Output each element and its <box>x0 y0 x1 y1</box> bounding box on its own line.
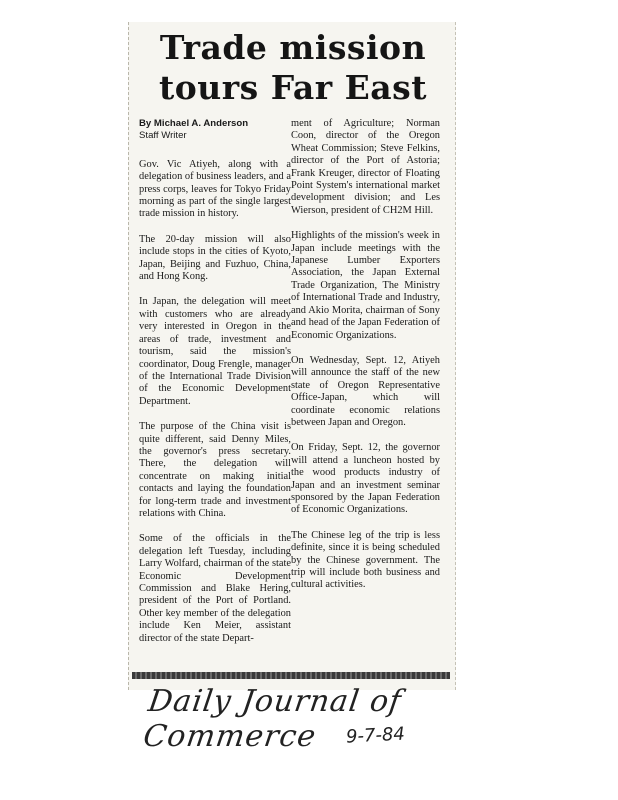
article-column-right <box>291 118 440 605</box>
masthead-title: Daily Journal of Commerce <box>141 684 404 754</box>
paragraph: The purpose of the China visit is quite different, said Denny Miles, the governor's press secretary. There, the delegation will concentrate on making initial contacts and laying the foundation for long-term trade and investment relations with China. <box>139 421 291 519</box>
paragraph: Highlights of the mission's week in Japan include meetings with the Japanese Lumber Exporters Association, the Japan External Trade Organization, The Ministry of International Trade and Industry, and Akio Morita, chairman of Sony and head of the Japan Federation of Economic Organizations. <box>291 230 440 341</box>
paragraph: ment of Agriculture; Norman Coon, director of the Oregon Wheat Commission; Steve Felkins, director of the Port of Astoria; Frank Kreuger, director of Floating Point System's international market development division; and Les Wierson, president of CH2M Hill. <box>291 118 440 216</box>
handwritten-date: 9-7-84 <box>345 723 406 748</box>
paragraph: Gov. Vic Atiyeh, along with a delegation of business leaders, and a press corps, leaves for Tokyo Friday morning as part of the single largest trade mission in history. <box>139 158 291 220</box>
paragraph: In Japan, the delegation will meet with customers who are already very interested in Oregon in the areas of trade, investment and tourism, said the mission's coordinator, Doug Frengle, manager of the International Trade Division of the Economic Development Department. <box>139 296 291 407</box>
paragraph: On Friday, Sept. 12, the governor will attend a luncheon hosted by the wood products industry of Japan and an investment seminar sponsored by the Japan Federation of Economic Organizations. <box>291 442 440 516</box>
paragraph: Some of the officials in the delegation left Tuesday, including Larry Wolfard, chairman of the state Economic Development Commission and Blake Hering, president of the Port of Portland. Other key member of the delegation include Ken Meier, assistant director of the state Depart- <box>139 533 291 644</box>
byline-role: Staff Writer <box>139 130 187 142</box>
masthead <box>132 672 450 754</box>
paragraph: On Wednesday, Sept. 12, Atiyeh will announce the staff of the new state of Oregon Representative Office-Japan, which will coordinate economic relations between Japan and Oregon. <box>291 354 440 428</box>
byline <box>139 118 291 143</box>
paragraph: The 20-day mission will also include stops in the cities of Kyoto, Japan, Beijing and Fuzhuo, China, and Hong Kong. <box>139 233 291 283</box>
article-column-left <box>139 118 291 658</box>
paragraph: The Chinese leg of the trip is less definite, since it is being scheduled by the Chinese government. The trip will include both business and cultural activities. <box>291 529 440 591</box>
headline-line-1: Trade mission <box>159 28 427 67</box>
headline-line-2: tours Far East <box>159 68 427 107</box>
masthead-rule <box>132 672 450 679</box>
byline-author: By Michael A. Anderson <box>139 118 249 129</box>
headline <box>138 28 448 108</box>
